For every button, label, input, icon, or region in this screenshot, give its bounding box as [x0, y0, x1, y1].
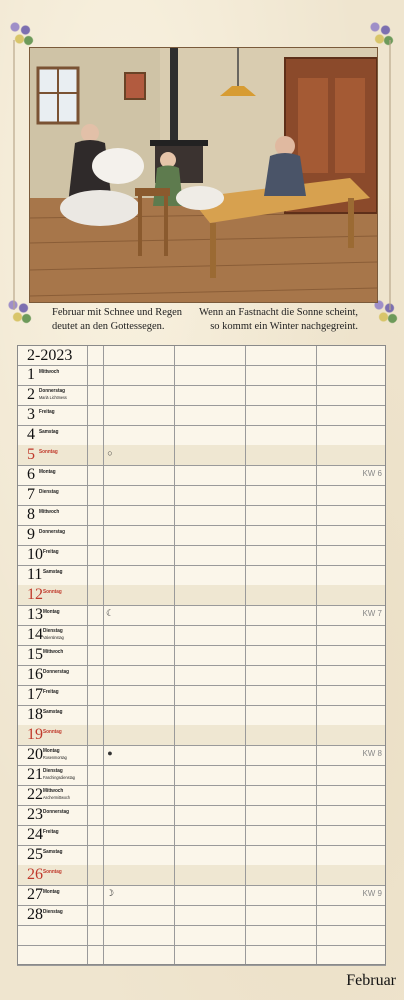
day-number: 22 — [27, 786, 43, 803]
day-number: 7 — [27, 486, 35, 503]
day-number: 1 — [27, 366, 35, 383]
weekday-name: Freitag — [43, 549, 59, 555]
column-divider — [87, 345, 88, 965]
weekday-name: Samstag — [43, 569, 63, 575]
day-row[interactable] — [17, 445, 386, 466]
holiday-label: Aschermittwoch — [43, 795, 71, 800]
weekday-name: Mittwoch — [43, 649, 64, 655]
day-number: 9 — [27, 526, 35, 543]
day-row[interactable] — [17, 505, 386, 526]
day-row[interactable] — [17, 525, 386, 546]
day-row[interactable] — [17, 425, 386, 446]
proverb-right — [196, 306, 358, 334]
moon-phase-icon: ○ — [107, 448, 113, 458]
day-number: 10 — [27, 546, 43, 563]
day-number: 28 — [27, 906, 43, 923]
day-number: 19 — [27, 726, 43, 743]
day-row[interactable] — [17, 745, 386, 766]
day-number: 18 — [27, 706, 43, 723]
day-row[interactable] — [17, 645, 386, 666]
weekday-name: Freitag — [43, 689, 59, 695]
proverb-left-line-1: Februar mit Schnee und Regen — [52, 307, 183, 318]
month-year-label: 2-2023 — [27, 347, 73, 364]
weekday-name: Montag — [39, 469, 56, 475]
weekday-name: Donnerstag — [39, 388, 65, 394]
flower-ornament-top-right — [366, 18, 396, 48]
day-row[interactable] — [17, 625, 386, 646]
calendar-grid — [17, 345, 386, 965]
day-row[interactable] — [17, 605, 386, 626]
weekday-name: Freitag — [39, 409, 55, 415]
vine-ornament-right — [389, 40, 391, 310]
day-number: 3 — [27, 406, 35, 423]
day-number: 6 — [27, 466, 35, 483]
day-row[interactable] — [17, 685, 386, 706]
weekday-name: Mittwoch — [39, 369, 60, 375]
proverb-right-line-2: so kommt ein Winter nachgegreint. — [210, 321, 358, 332]
column-divider — [174, 345, 175, 965]
day-row[interactable] — [17, 805, 386, 826]
vine-ornament-left — [13, 40, 15, 310]
day-row[interactable] — [17, 765, 386, 786]
moon-phase-icon: ☾ — [105, 608, 115, 618]
day-row[interactable] — [17, 405, 386, 426]
weekday-name: Sonntag — [43, 869, 62, 875]
proverb-right-line-1: Wenn an Fastnacht die Sonne scheint, — [199, 307, 358, 318]
day-row[interactable] — [17, 465, 386, 486]
weekday-name: Montag — [43, 609, 60, 615]
day-number: 8 — [27, 506, 35, 523]
footer-month-label: Februar — [346, 972, 396, 989]
weekday-name: Freitag — [43, 829, 59, 835]
weekday-name: Montag — [43, 889, 60, 895]
weekday-name: Dienstag — [43, 768, 63, 774]
day-row[interactable] — [17, 485, 386, 506]
proverb-left — [52, 306, 182, 334]
proverb-left-line-2: deutet an den Gottessegen. — [52, 321, 165, 332]
day-number: 17 — [27, 686, 43, 703]
day-row[interactable] — [17, 385, 386, 406]
day-row[interactable] — [17, 845, 386, 866]
day-row[interactable] — [17, 545, 386, 566]
day-row[interactable] — [17, 905, 386, 926]
weekday-name: Samstag — [43, 709, 63, 715]
painting-illustration — [29, 47, 378, 303]
day-row[interactable] — [17, 825, 386, 846]
day-row[interactable] — [17, 725, 386, 746]
day-row[interactable] — [17, 885, 386, 906]
day-number: 23 — [27, 806, 43, 823]
holiday-label: Mariä Lichtmess — [39, 395, 67, 400]
day-number: 21 — [27, 766, 43, 783]
weekday-name: Montag — [43, 748, 60, 754]
moon-phase-icon: ● — [107, 748, 113, 758]
day-number: 20 — [27, 746, 43, 763]
day-number: 14 — [27, 626, 43, 643]
day-row[interactable] — [17, 665, 386, 686]
holiday-label: Rosenmontag — [43, 755, 67, 760]
column-divider — [316, 345, 317, 965]
weekday-name: Donnerstag — [43, 809, 69, 815]
day-number: 4 — [27, 426, 35, 443]
day-number: 27 — [27, 886, 43, 903]
weekday-name: Mittwoch — [39, 509, 60, 515]
day-row[interactable] — [17, 705, 386, 726]
weekday-name: Sonntag — [43, 589, 62, 595]
weekday-name: Mittwoch — [43, 788, 64, 794]
day-row[interactable] — [17, 365, 386, 386]
weekday-name: Donnerstag — [39, 529, 65, 535]
weekday-name: Dienstag — [39, 489, 59, 495]
weekday-name: Dienstag — [43, 628, 63, 634]
weekday-name: Samstag — [43, 849, 63, 855]
day-number: 2 — [27, 386, 35, 403]
day-number: 16 — [27, 666, 43, 683]
day-number: 11 — [27, 566, 43, 583]
flower-ornament-top-left — [6, 18, 36, 48]
weekday-name: Dienstag — [43, 909, 63, 915]
weekday-name: Samstag — [39, 429, 59, 435]
day-number: 25 — [27, 846, 43, 863]
day-number: 26 — [27, 866, 43, 883]
column-divider — [245, 345, 246, 965]
day-row[interactable] — [17, 785, 386, 806]
empty-row[interactable] — [17, 925, 386, 946]
weekday-name: Sonntag — [39, 449, 58, 455]
day-number: 24 — [27, 826, 43, 843]
column-divider — [103, 345, 104, 965]
day-number: 13 — [27, 606, 43, 623]
calendar-header-row — [17, 345, 386, 366]
weekday-name: Donnerstag — [43, 669, 69, 675]
holiday-label: Valentinstag — [43, 635, 64, 640]
calendar-week-label: KW 8 — [362, 749, 382, 758]
day-number: 15 — [27, 646, 43, 663]
calendar-week-label: KW 6 — [362, 469, 382, 478]
day-row[interactable] — [17, 565, 386, 586]
holiday-label: Faschingsdienstag — [43, 775, 75, 780]
day-row[interactable] — [17, 865, 386, 886]
empty-row[interactable] — [17, 945, 386, 966]
weekday-name: Sonntag — [43, 729, 62, 735]
moon-phase-icon: ☽ — [105, 888, 115, 898]
day-row[interactable] — [17, 585, 386, 606]
calendar-week-label: KW 7 — [362, 609, 382, 618]
day-number: 12 — [27, 586, 43, 603]
day-number: 5 — [27, 446, 35, 463]
calendar-week-label: KW 9 — [362, 889, 382, 898]
